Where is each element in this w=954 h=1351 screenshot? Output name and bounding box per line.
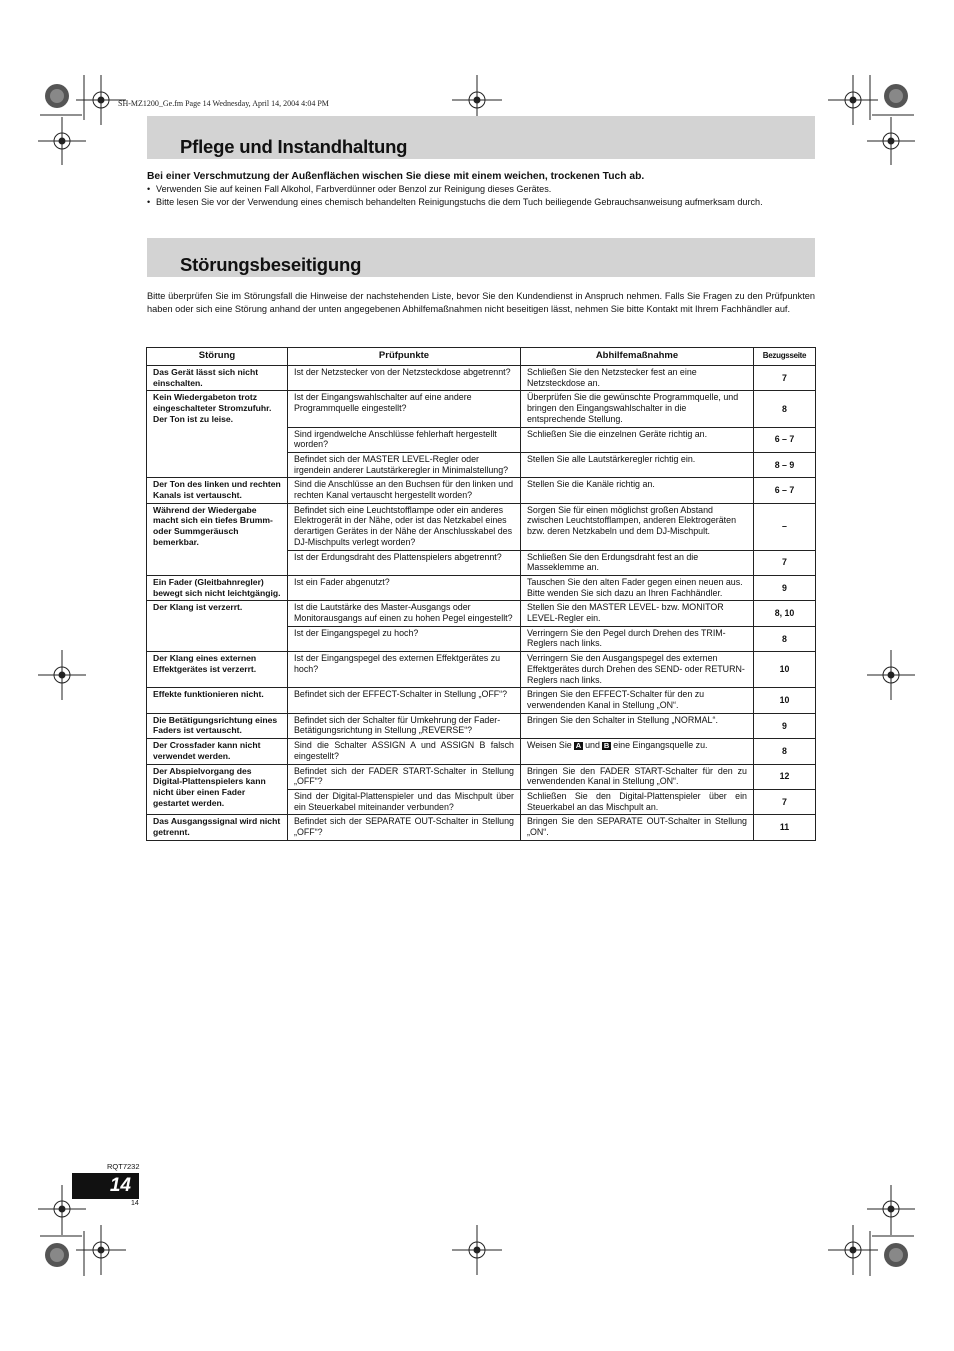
remedy-cell: Schließen Sie die einzelnen Geräte richtig an.	[521, 427, 754, 452]
check-cell: Sind der Digital-Plattenspieler und das Mischpult über ein Steuerkabel miteinander verbunden?	[288, 789, 521, 814]
page-number-small: 14	[131, 1200, 139, 1207]
check-cell: Sind die Anschlüsse an den Buchsen für den linken und rechten Kanal vertauscht hergestellt worden?	[288, 478, 521, 503]
check-cell: Ist der Eingangspegel zu hoch?	[288, 626, 521, 651]
section-title-troubleshooting: Störungsbeseitigung	[180, 254, 362, 275]
table-row	[147, 652, 816, 688]
table-row	[147, 391, 816, 427]
remedy-cell: Schließen Sie den Digital-Plattenspieler über ein Steuerkabel an das Mischpult an.	[521, 789, 754, 814]
table-row	[147, 764, 816, 789]
remedy-cell: Stellen Sie alle Lautstärkeregler richtig ein.	[521, 452, 754, 477]
ref-cell: 11	[754, 815, 816, 840]
section-title-care: Pflege und Instandhaltung	[180, 136, 408, 157]
ref-cell: 7	[754, 789, 816, 814]
problem-cell: Die Betätigungsrichtung eines Faders ist vertauscht.	[147, 713, 288, 738]
problem-cell: Effekte funktionieren nicht.	[147, 688, 288, 713]
ref-cell: 9	[754, 575, 816, 600]
assign-b-icon: B	[603, 741, 610, 751]
care-bullet-list	[147, 183, 815, 208]
check-cell: Befindet sich eine Leuchtstofflampe oder ein anderes Elektrogerät in der Nähe, oder ist das Netzkabel eines derartigen Gerätes in der Nähe der Anschlusskabel des DJ-Mischpults verlegt worden?	[288, 503, 521, 550]
remedy-cell: Stellen Sie die Kanäle richtig an.	[521, 478, 754, 503]
remedy-text: und	[585, 740, 600, 751]
ref-cell: –	[754, 503, 816, 550]
remedy-cell: Tauschen Sie den alten Fader gegen einen neuen aus. Bitte wenden Sie sich dazu an Ihren Fachhändler.	[521, 575, 754, 600]
remedy-cell: Bringen Sie den Schalter in Stellung „NORMAL“.	[521, 713, 754, 738]
document-code: RQT7232	[107, 1162, 140, 1171]
table-row	[147, 478, 816, 503]
check-cell: Befindet sich der Schalter für Umkehrung der Fader-Betätigungsrichtung in Stellung „REVERSE“?	[288, 713, 521, 738]
file-header: SH-MZ1200_Ge.fm Page 14 Wednesday, April 14, 2004 4:04 PM	[118, 99, 329, 108]
care-bullet: • Bitte lesen Sie vor der Verwendung eines chemisch behandelten Reinigungstuchs die dem Tuch beiliegende Gebrauchsanweisung aufmerksam durch.	[147, 196, 815, 209]
remedy-cell	[521, 739, 754, 764]
remedy-cell: Stellen Sie den MASTER LEVEL- bzw. MONITOR LEVEL-Regler ein.	[521, 601, 754, 626]
problem-cell: Der Klang ist verzerrt.	[147, 601, 288, 652]
check-cell: Sind irgendwelche Anschlüsse fehlerhaft hergestellt worden?	[288, 427, 521, 452]
assign-a-icon: A	[575, 741, 582, 751]
section-bar-care	[147, 116, 815, 159]
problem-cell: Das Gerät lässt sich nicht einschalten.	[147, 366, 288, 391]
check-cell: Ist der Erdungsdraht des Plattenspielers abgetrennt?	[288, 550, 521, 575]
header-ref-page: Bezugsseite	[754, 348, 816, 366]
header-remedy: Abhilfemaßnahme	[521, 348, 754, 366]
check-cell: Ist der Eingangswahlschalter auf eine andere Programmquelle eingestellt?	[288, 391, 521, 427]
table-row	[147, 713, 816, 738]
care-bullet: • Verwenden Sie auf keinen Fall Alkohol, Farbverdünner oder Benzol zur Reinigung dieses Gerätes.	[147, 183, 815, 196]
remedy-text: Weisen Sie	[527, 740, 572, 751]
page-number-box	[72, 1173, 139, 1199]
check-cell: Befindet sich der FADER START-Schalter in Stellung „OFF“?	[288, 764, 521, 789]
troubleshooting-table	[146, 347, 816, 841]
problem-cell: Der Ton des linken und rechten Kanals ist vertauscht.	[147, 478, 288, 503]
remedy-cell: Überprüfen Sie die gewünschte Programmquelle, und bringen den Eingangswahlschalter in die entsprechende Stellung.	[521, 391, 754, 427]
ref-cell: 10	[754, 652, 816, 688]
check-cell: Ist die Lautstärke des Master-Ausgangs oder Monitorausgangs auf einen zu hohen Pegel eingestellt?	[288, 601, 521, 626]
ref-cell: 6 – 7	[754, 427, 816, 452]
problem-cell: Der Crossfader kann nicht verwendet werden.	[147, 739, 288, 764]
remedy-cell: Schließen Sie den Netzstecker fest an eine Netzsteckdose an.	[521, 366, 754, 391]
remedy-cell: Schließen Sie den Erdungsdraht fest an die Masseklemme an.	[521, 550, 754, 575]
check-cell: Ist der Eingangspegel des externen Effektgerätes zu hoch?	[288, 652, 521, 688]
problem-cell: Ein Fader (Gleitbahnregler) bewegt sich nicht leichtgängig.	[147, 575, 288, 600]
remedy-cell: Verringern Sie den Pegel durch Drehen des TRIM-Reglers nach links.	[521, 626, 754, 651]
check-cell: Sind die Schalter ASSIGN A und ASSIGN B falsch eingestellt?	[288, 739, 521, 764]
check-cell: Ist der Netzstecker von der Netzsteckdose abgetrennt?	[288, 366, 521, 391]
remedy-cell: Bringen Sie den EFFECT-Schalter für den zu verwendenden Kanal in Stellung „ON“.	[521, 688, 754, 713]
ref-cell: 7	[754, 366, 816, 391]
check-cell: Befindet sich der MASTER LEVEL-Regler oder irgendein anderer Lautstärkeregler in Minimalstellung?	[288, 452, 521, 477]
table-row	[147, 815, 816, 840]
table-row	[147, 503, 816, 550]
table-row	[147, 688, 816, 713]
ref-cell: 10	[754, 688, 816, 713]
ref-cell: 9	[754, 713, 816, 738]
problem-cell: Während der Wiedergabe macht sich ein tiefes Brumm- oder Summgeräusch bemerkbar.	[147, 503, 288, 575]
check-cell: Befindet sich der SEPARATE OUT-Schalter in Stellung „OFF“?	[288, 815, 521, 840]
table-row	[147, 366, 816, 391]
ref-cell: 8, 10	[754, 601, 816, 626]
remedy-cell: Sorgen Sie für einen möglichst großen Abstand zwischen Leuchtstofflampen, anderen Elektrogeräten bzw. deren Netzkabeln und dem DJ-Mischpult.	[521, 503, 754, 550]
section-bar-troubleshooting	[147, 238, 815, 277]
ref-cell: 7	[754, 550, 816, 575]
care-instruction: Bei einer Verschmutzung der Außenflächen wischen Sie diese mit einem weichen, trockenen Tuch ab.	[147, 171, 645, 182]
ref-cell: 8 – 9	[754, 452, 816, 477]
table-row	[147, 739, 816, 764]
remedy-cell: Verringern Sie den Ausgangspegel des externen Effektgerätes durch Drehen des SEND- oder RETURN-Reglers nach links.	[521, 652, 754, 688]
problem-cell: Das Ausgangssignal wird nicht getrennt.	[147, 815, 288, 840]
ref-cell: 12	[754, 764, 816, 789]
table-row	[147, 601, 816, 626]
table-header-row	[147, 348, 816, 366]
problem-cell: Kein Wiedergabeton trotz eingeschalteter Stromzufuhr. Der Ton ist zu leise.	[147, 391, 288, 478]
remedy-cell: Bringen Sie den FADER START-Schalter für den zu verwendenden Kanal in Stellung „ON“.	[521, 764, 754, 789]
ref-cell: 8	[754, 391, 816, 427]
troubleshooting-intro: Bitte überprüfen Sie im Störungsfall die Hinweise der nachstehenden Liste, bevor Sie den Kundendienst in Anspruch nehmen. Falls Sie Fragen zu den Prüfpunkten haben oder sich eine Störung anhand der unten angegebenen Abhilfemaßnahmen nicht beseitigen lässt, nehmen Sie bitte Kontakt mit Ihrem Fachhändler auf.	[147, 291, 815, 314]
remedy-cell: Bringen Sie den SEPARATE OUT-Schalter in Stellung „ON“.	[521, 815, 754, 840]
check-cell: Ist ein Fader abgenutzt?	[288, 575, 521, 600]
remedy-text: eine Eingangsquelle zu.	[613, 740, 708, 751]
problem-cell: Der Klang eines externen Effektgerätes ist verzerrt.	[147, 652, 288, 688]
ref-cell: 8	[754, 739, 816, 764]
check-cell: Befindet sich der EFFECT-Schalter in Stellung „OFF“?	[288, 688, 521, 713]
table-row	[147, 575, 816, 600]
problem-cell: Der Abspielvorgang des Digital-Plattenspielers kann nicht über einen Fader gestartet werden.	[147, 764, 288, 815]
header-problem: Störung	[147, 348, 288, 366]
page-number: 14	[109, 1175, 131, 1196]
header-check: Prüfpunkte	[288, 348, 521, 366]
ref-cell: 6 – 7	[754, 478, 816, 503]
ref-cell: 8	[754, 626, 816, 651]
